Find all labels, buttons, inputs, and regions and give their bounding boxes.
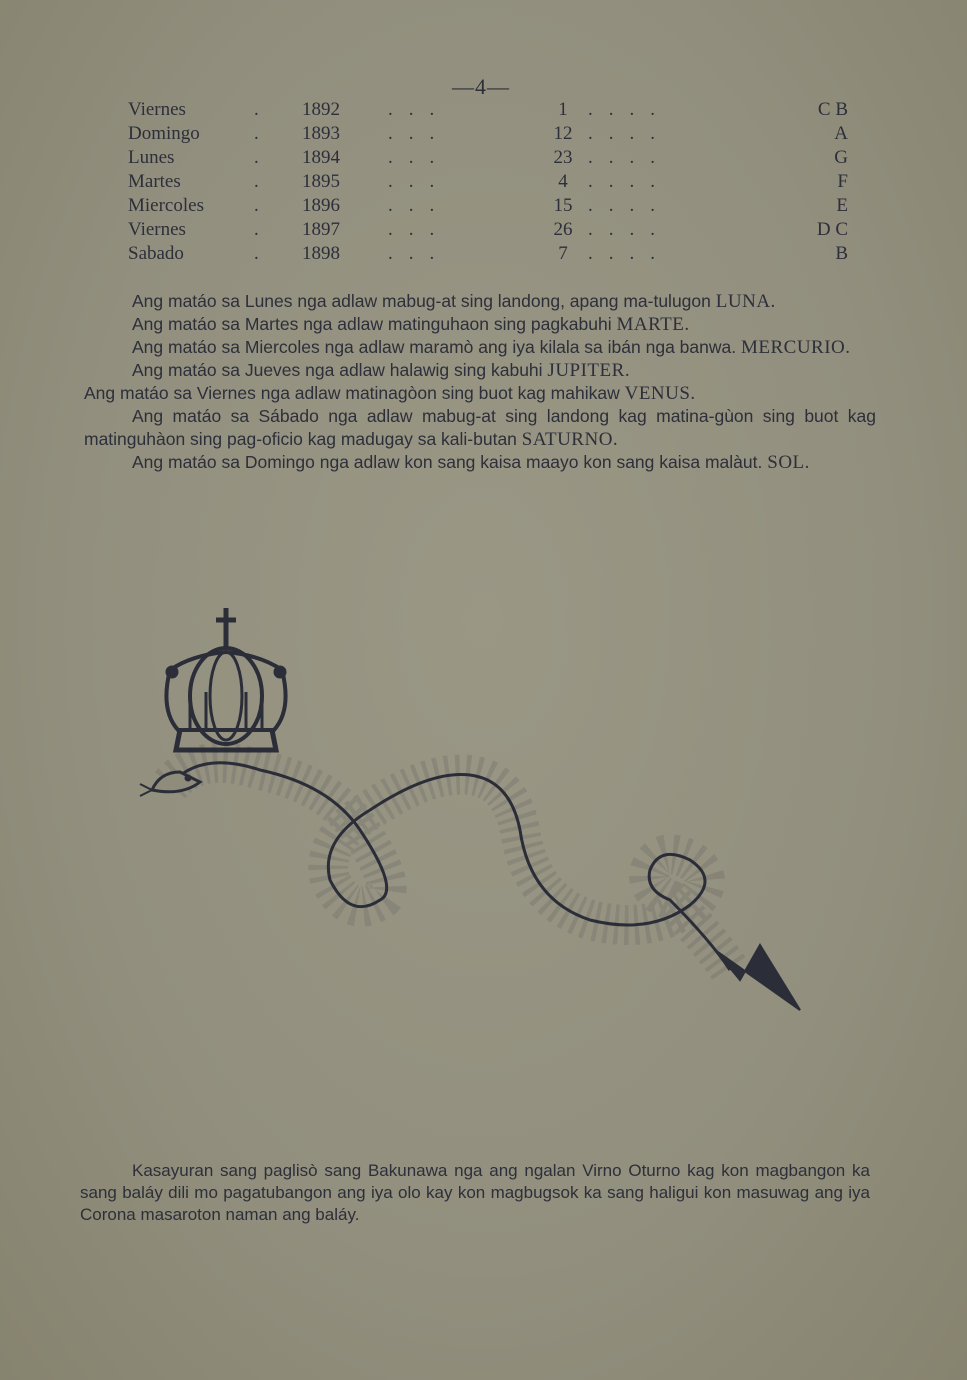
- paragraph-saturno: [84, 405, 876, 451]
- planet-name: LUNA.: [715, 291, 776, 312]
- calendar-row: [128, 170, 848, 194]
- calendar-leader: ....: [588, 99, 671, 120]
- calendar-separator: .: [254, 219, 259, 240]
- paragraph-text: Ang matáo sa Sábado nga adlaw mabug-at sing landong kag matina-gùon sing buot kag matinguhàon sing pag-oficio kag madugay sa kali-butan: [84, 406, 876, 449]
- bakunawa-illustration: [130, 600, 820, 1120]
- calendar-leader: ....: [588, 219, 671, 240]
- calendar-leader: ....: [588, 147, 671, 168]
- calendar-year: 1896: [302, 195, 340, 216]
- calendar-separator: .: [254, 171, 259, 192]
- calendar-row: [128, 194, 848, 218]
- calendar-table: [128, 98, 848, 266]
- caption-text: Kasayuran sang paglisò sang Bakunawa nga ang ngalan Virno Oturno kag kon magbangon ka sang baláy dili mo pagatubangon ang iya olo kay kon magbugsok ka sang haligui kon masuwag ang iya Corona masaroton naman ang baláy.: [80, 1161, 870, 1224]
- calendar-year: 1894: [302, 147, 340, 168]
- calendar-year: 1893: [302, 123, 340, 144]
- caption: [80, 1160, 870, 1226]
- crown-icon: [166, 608, 285, 750]
- calendar-separator: .: [254, 99, 259, 120]
- calendar-separator: .: [254, 123, 259, 144]
- planet-name: MARTE.: [616, 314, 690, 335]
- paragraph-jupiter: [84, 359, 876, 382]
- paragraph-text: Ang matáo sa Jueves nga adlaw halawig sing kabuhi: [132, 360, 543, 380]
- planet-name: SOL.: [767, 452, 810, 473]
- calendar-letter: G: [834, 147, 848, 168]
- calendar-letter: D C: [816, 219, 848, 240]
- calendar-day: Martes: [128, 171, 181, 192]
- calendar-day: Viernes: [128, 219, 186, 240]
- serpent-icon: [140, 763, 800, 1010]
- paragraph-text: Ang matáo sa Domingo nga adlaw kon sang kaisa maayo kon sang kaisa malàut.: [132, 452, 763, 472]
- calendar-number: 15: [553, 195, 573, 216]
- calendar-row: [128, 218, 848, 242]
- calendar-leader: ....: [588, 195, 671, 216]
- calendar-leader: ...: [388, 99, 451, 120]
- calendar-row: [128, 242, 848, 266]
- calendar-year: 1898: [302, 243, 340, 264]
- calendar-year: 1895: [302, 171, 340, 192]
- page-number: —4—: [452, 74, 510, 99]
- calendar-year: 1892: [302, 99, 340, 120]
- calendar-leader: ...: [388, 195, 451, 216]
- planet-name: VENUS.: [624, 383, 696, 404]
- calendar-letter: E: [836, 195, 848, 216]
- calendar-separator: .: [254, 243, 259, 264]
- paragraph-sol: [84, 451, 876, 474]
- paragraph-text: Ang matáo sa Viernes nga adlaw matinagòon sing buot kag mahikaw: [84, 383, 620, 403]
- paragraph-marte: [84, 313, 876, 336]
- paragraph-luna: [84, 290, 876, 313]
- calendar-leader: ...: [388, 123, 451, 144]
- calendar-separator: .: [254, 147, 259, 168]
- calendar-leader: ...: [388, 243, 451, 264]
- calendar-number: 4: [558, 171, 568, 192]
- paragraph-text: Ang matáo sa Miercoles nga adlaw maramò ang iya kilala sa ibán nga banwa.: [132, 337, 737, 357]
- calendar-letter: C B: [817, 99, 848, 120]
- calendar-day: Viernes: [128, 99, 186, 120]
- calendar-day: Miercoles: [128, 195, 204, 216]
- calendar-letter: F: [837, 171, 848, 192]
- paragraph-text: Ang matáo sa Lunes nga adlaw mabug-at sing landong, apang ma-tulugon: [132, 291, 711, 311]
- planet-name: MERCURIO.: [740, 337, 851, 358]
- calendar-year: 1897: [302, 219, 340, 240]
- calendar-day: Sabado: [128, 243, 184, 264]
- calendar-number: 1: [558, 99, 568, 120]
- paragraph-text: Ang matáo sa Martes nga adlaw matinguhaon sing pagkabuhi: [132, 314, 612, 334]
- planet-name: JUPITER.: [547, 360, 631, 381]
- calendar-body: [128, 98, 848, 266]
- calendar-letter: B: [835, 243, 848, 264]
- calendar-day: Domingo: [128, 123, 200, 144]
- calendar-row: [128, 122, 848, 146]
- planet-name: SATURNO.: [521, 429, 619, 450]
- body-text: [84, 290, 876, 474]
- calendar-number: 12: [553, 123, 573, 144]
- paragraph-mercurio: [84, 336, 876, 359]
- calendar-row: [128, 146, 848, 170]
- calendar-leader: ...: [388, 147, 451, 168]
- calendar-row: [128, 98, 848, 122]
- calendar-day: Lunes: [128, 147, 175, 168]
- calendar-number: 26: [553, 219, 573, 240]
- calendar-separator: .: [254, 195, 259, 216]
- calendar-leader: ...: [388, 219, 451, 240]
- calendar-leader: ....: [588, 171, 671, 192]
- paragraph-venus: [84, 382, 876, 405]
- calendar-letter: A: [834, 123, 848, 144]
- calendar-number: 23: [553, 147, 573, 168]
- calendar-number: 7: [558, 243, 568, 264]
- calendar-leader: ....: [588, 123, 671, 144]
- calendar-leader: ...: [388, 171, 451, 192]
- calendar-leader: ....: [588, 243, 671, 264]
